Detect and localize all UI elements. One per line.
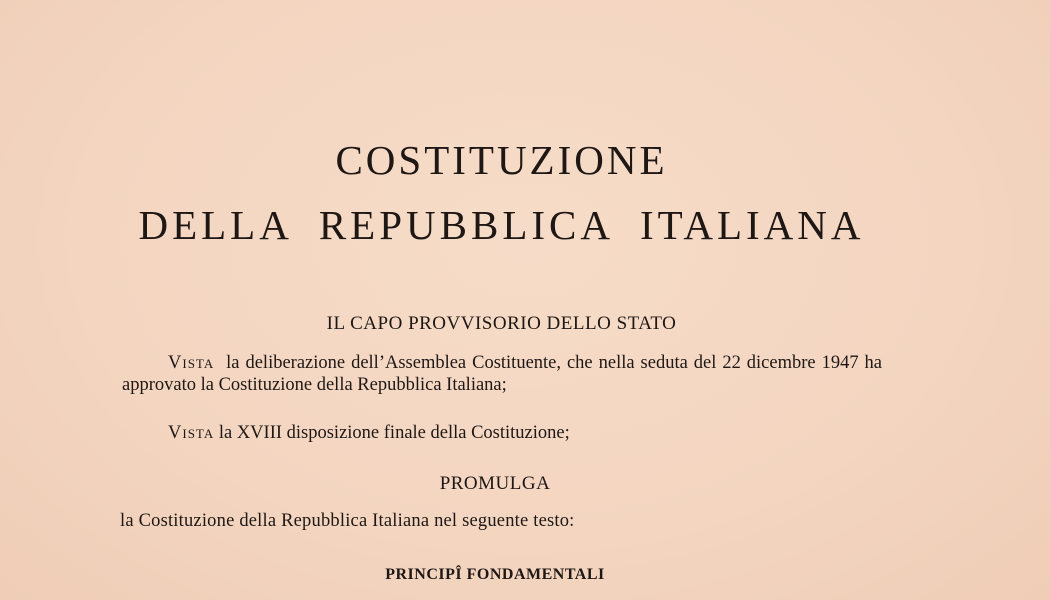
heading-capo-provvisorio: IL CAPO PROVVISORIO DELLO STATO bbox=[326, 313, 677, 334]
paragraph-lead-word: Vista bbox=[168, 423, 215, 443]
promulga-text: la Costituzione della Repubblica Italiana nel seguente testo: bbox=[120, 511, 575, 531]
promulga-heading: PROMULGA bbox=[439, 473, 551, 494]
section-heading-principi: PRINCIPÎ FONDAMENTALI bbox=[385, 566, 605, 583]
paragraph-text: la XVIII disposizione finale della Costituzione; bbox=[218, 423, 570, 443]
paragraph-lead-word: Vista bbox=[168, 353, 215, 373]
paragraph-text: la deliberazione dell’Assemblea Costituente, che nella seduta del 22 dicembre 1947 ha approvato la Costituzione della Repubblica Italiana; bbox=[122, 353, 883, 395]
title-line-2: DELLA REPUBBLICA ITALIANA bbox=[138, 202, 865, 248]
paragraph-vista-disposizione bbox=[122, 422, 882, 444]
title-line-1: COSTITUZIONE bbox=[335, 137, 668, 183]
paragraph-vista-deliberazione bbox=[122, 352, 882, 396]
